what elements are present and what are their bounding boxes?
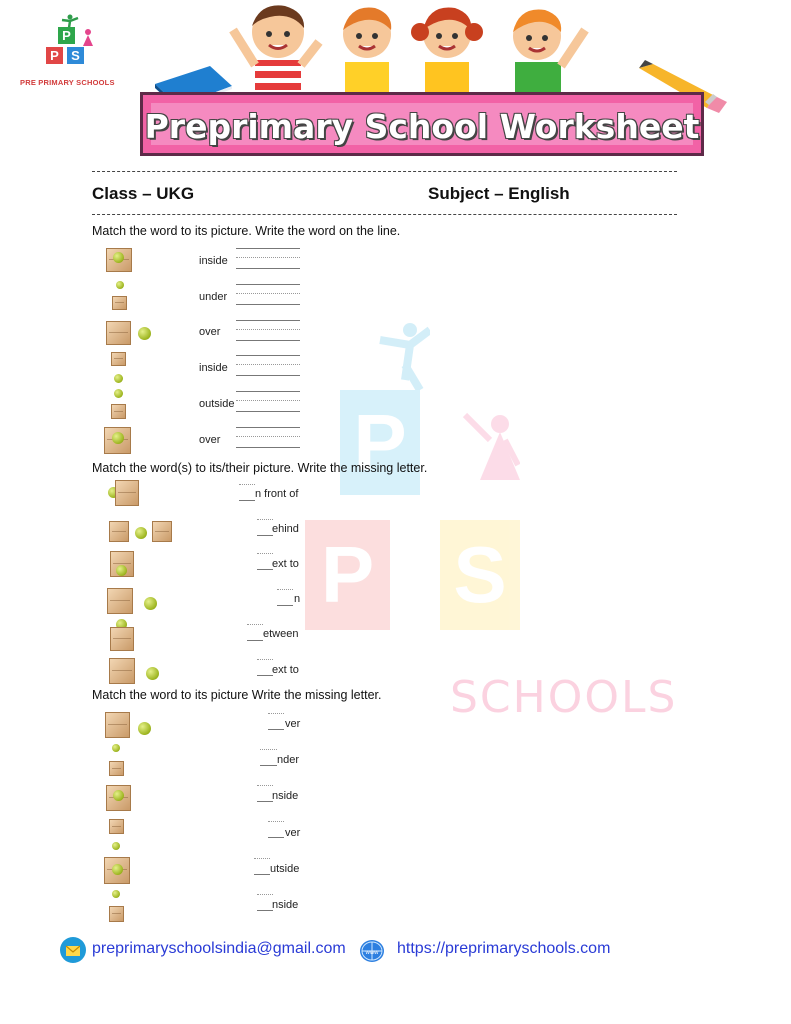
word-label: ehind <box>272 523 299 535</box>
ball-picture <box>112 890 120 898</box>
ball-picture <box>146 667 159 680</box>
kids-illustration <box>215 0 595 100</box>
word-label: utside <box>270 863 300 875</box>
blank-underline <box>254 874 270 875</box>
ball-picture <box>138 722 151 735</box>
section3-instruction: Match the word to its picture Write the missing letter. <box>92 688 382 702</box>
ball-picture <box>135 527 147 539</box>
blank-line[interactable] <box>260 749 277 750</box>
word-label: nder <box>277 754 300 766</box>
section2-instruction: Match the word(s) to its/their picture. Write the missing letter. <box>92 461 428 475</box>
blank-line[interactable] <box>257 659 273 660</box>
box-picture <box>109 906 124 922</box>
section1-instruction: Match the word to its picture. Write the word on the line. <box>92 224 401 238</box>
blank-underline <box>247 640 263 641</box>
ball-picture <box>114 389 123 398</box>
word-label: n front of <box>255 488 299 500</box>
ball-picture <box>113 790 124 801</box>
box-picture <box>109 658 135 684</box>
blank-line[interactable] <box>257 785 273 786</box>
banner-title: Preprimary School Worksheet <box>144 107 700 146</box>
box-picture <box>105 712 130 738</box>
logo-letter-right: S <box>67 47 84 64</box>
box-picture <box>111 404 126 419</box>
word-label: outside <box>199 398 235 410</box>
watermark-girl <box>460 410 520 500</box>
logo <box>18 14 128 90</box>
logo-girl-icon <box>80 28 94 50</box>
ball-picture <box>114 374 123 383</box>
box-picture <box>107 588 133 614</box>
logo-caption: PRE PRIMARY SCHOOLS <box>20 78 115 87</box>
ball-picture <box>116 281 124 289</box>
word-label: inside <box>199 362 228 374</box>
box-picture <box>152 521 172 542</box>
word-label: over <box>199 434 221 446</box>
mail-icon <box>60 937 86 963</box>
word-label: n <box>294 593 301 605</box>
word-label: nside <box>272 790 299 802</box>
blank-underline <box>277 605 293 606</box>
blank-underline <box>257 910 273 911</box>
word-label: over <box>199 326 221 338</box>
watermark-block-top: P <box>340 390 420 495</box>
word-label: ext to <box>272 558 299 570</box>
word-label: ver <box>285 718 301 730</box>
box-picture <box>111 352 126 366</box>
ball-picture <box>112 432 124 444</box>
blank-underline <box>257 569 273 570</box>
blank-line[interactable] <box>239 484 255 485</box>
blank-line[interactable] <box>257 519 273 520</box>
blank-underline <box>239 500 255 501</box>
watermark-block-right: S <box>440 520 520 630</box>
ball-picture <box>112 744 120 752</box>
ball-picture <box>144 597 157 610</box>
box-picture <box>106 321 131 345</box>
watermark-text: SCHOOLS <box>450 672 678 723</box>
blank-underline <box>260 765 277 766</box>
divider-bottom <box>92 214 677 215</box>
word-label: under <box>199 291 228 303</box>
blank-underline <box>257 801 273 802</box>
blank-underline <box>268 837 284 838</box>
logo-letter-top: P <box>58 27 75 44</box>
logo-letter-left: P <box>46 47 63 64</box>
banner <box>140 92 704 156</box>
divider-top <box>92 171 677 172</box>
ball-picture <box>112 842 120 850</box>
subject-label: Subject – English <box>428 184 570 203</box>
word-label: ver <box>285 827 301 839</box>
ball-picture <box>138 327 151 340</box>
footer-email[interactable]: preprimaryschoolsindia@gmail.com <box>92 940 346 957</box>
blank-line[interactable] <box>254 858 270 859</box>
box-picture <box>115 480 139 506</box>
box-picture <box>109 819 124 834</box>
blank-line[interactable] <box>247 624 263 625</box>
box-picture <box>112 296 127 310</box>
box-picture <box>109 521 129 542</box>
ball-picture <box>116 565 127 576</box>
box-picture <box>109 761 124 776</box>
svg-text:www: www <box>365 950 379 956</box>
box-picture <box>110 627 134 651</box>
blank-line[interactable] <box>257 894 273 895</box>
word-label: inside <box>199 255 228 267</box>
logo-figure-icon <box>60 14 80 28</box>
blank-line[interactable] <box>268 821 284 822</box>
watermark <box>300 320 540 640</box>
blank-underline <box>257 535 273 536</box>
watermark-figure <box>370 320 430 390</box>
blank-line[interactable] <box>257 553 273 554</box>
globe-icon <box>360 940 384 962</box>
ball-picture <box>113 252 124 263</box>
blank-line[interactable] <box>268 713 284 714</box>
watermark-block-left: P <box>305 520 390 630</box>
class-label: Class – UKG <box>92 184 195 203</box>
blank-line[interactable] <box>277 589 293 590</box>
ball-picture <box>112 864 123 875</box>
footer-website[interactable]: https://preprimaryschools.com <box>397 940 611 957</box>
word-label: nside <box>272 899 299 911</box>
blank-underline <box>268 729 284 730</box>
word-label: etween <box>263 628 299 640</box>
blank-underline <box>257 675 273 676</box>
word-label: ext to <box>272 664 299 676</box>
